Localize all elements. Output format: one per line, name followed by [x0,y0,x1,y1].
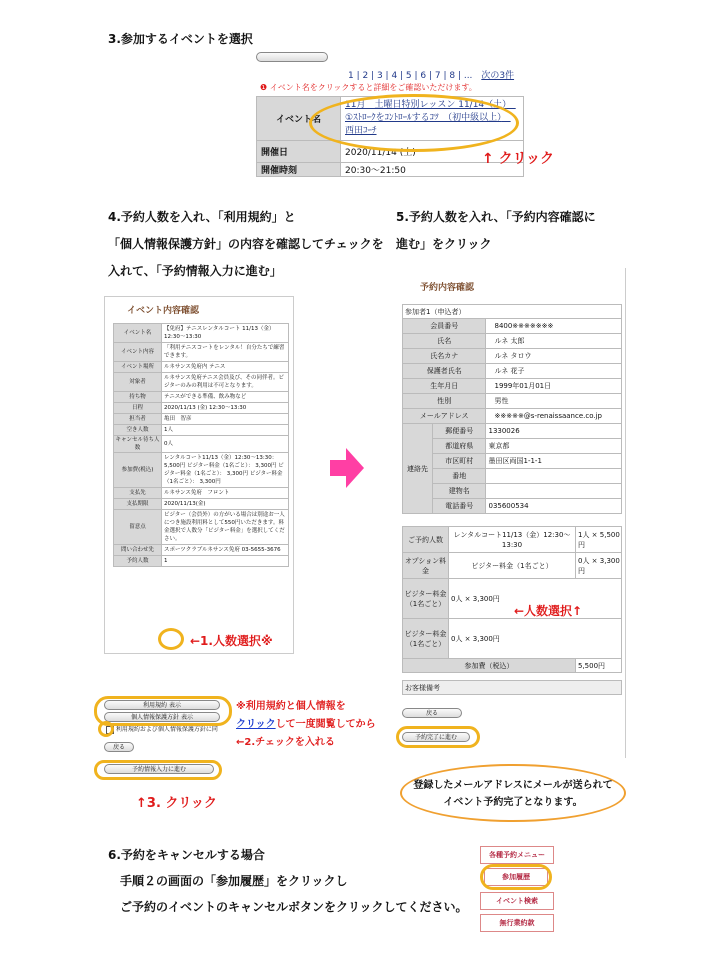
detail-label: 問い合わせ先 [114,545,162,556]
detail-row [114,488,289,499]
detail-label: 空き人数 [114,425,162,436]
option-item: ビジター料金（1名ごと） [449,553,576,579]
participant-value: 男性 [486,394,622,409]
address-row [403,439,622,454]
detail-label: 担当者 [114,414,162,425]
detail-label: 参加費(税込) [114,453,162,488]
notice-text: イベント名をクリックすると詳細をご確認いただけます。 [269,83,477,92]
terms-button[interactable]: 利用規約 表示 [104,700,220,710]
detail-label: 対象者 [114,373,162,392]
participant-row [403,379,622,394]
detail-row [114,403,289,414]
highlight-history [480,864,552,890]
flow-arrow-icon [330,448,364,492]
address-row [403,424,622,439]
participant-value: 8400※※※※※※※ [486,319,622,334]
booking-count: 1人 × 5,500円 [576,527,622,553]
address-field-label: 都道府県 [433,439,486,454]
participant-value: ルネ 太郎 [486,334,622,349]
step6-heading: 6.予約をキャンセルする場合 [108,848,265,862]
participant-label: 保護者氏名 [403,364,486,379]
terms-note-line2-rest: して一度閲覧してから [275,719,376,730]
address-field-label: 番地 [433,469,486,484]
detail-value: ルネサンス免府 フロント [162,488,289,499]
participant-label: 氏名 [403,334,486,349]
detail-value: 2020/11/13 (金) 12:30〜13:30 [162,403,289,414]
option-count: 0人 × 3,300円 [576,553,622,579]
detail-value: ルネサンス免府テニス会員及び、その同伴者。ビジターのみの利用は不可となります。 [162,373,289,392]
menu-terms[interactable]: 無行業約款 [480,914,554,932]
detail-value: 【免府】テニスレンタルコート 11/13（金）12:30〜13:30 [162,324,289,343]
detail-value: 0人 [162,436,289,453]
terms-note-line3: ←2.チェックを入れる [236,737,335,748]
address-field-label: 電話番号 [433,499,486,514]
fee-table [402,526,622,673]
select-callout-1: ←1.人数選択※ [190,634,273,648]
participant-row [403,319,622,334]
terms-note-line1: ※利用規約と個人情報を [236,701,346,712]
participant-row [403,334,622,349]
booking-item: レンタルコート11/13（金）12:30〜13:30 [449,527,576,553]
address-field-value: 墨田区両国1-1-1 [486,454,622,469]
detail-row [114,392,289,403]
step3-heading: 3.参加するイベントを選択 [108,32,253,46]
detail-label: 留意点 [114,510,162,545]
detail-value: レンタルコート11/13（金）12:30〜13:30：5,500円 ビジター料金（1名ごと）： 3,300円 ビジター料金（1名ごと）： 3,300円 ビジター料金（1名ごと）： 3,300円 [162,453,289,488]
highlight-complete [396,726,480,748]
detail-row [114,343,289,362]
proceed-button[interactable]: 予約情報入力に進む [104,764,214,774]
step5-heading-line2: 進む」をクリック [396,237,492,251]
confirm-title: 予約内容確認 [420,283,475,293]
detail-row [114,373,289,392]
participant-label: 性別 [403,394,486,409]
completion-bubble [400,764,626,822]
address-field-label: 郵便番号 [433,424,486,439]
detail-value: スポーツクラブルネサンス免府 03-5655-3676 [162,545,289,556]
address-field-value [486,469,622,484]
detail-row [114,453,289,488]
participant-table [402,304,622,514]
visitor-value-2[interactable]: 0人 × 3,300円 [449,619,622,659]
click-callout-3: ↑ クリック [482,151,555,167]
address-field-label: 建物名 [433,484,486,499]
detail-row [114,414,289,425]
participant-value: 1999年01月01日 [486,379,622,394]
address-field-value: 1330026 [486,424,622,439]
detail-label: 持ち物 [114,392,162,403]
event-time-label: 開催時刻 [257,163,341,177]
terms-note-line2 [236,716,376,734]
notice [260,82,477,93]
event-name-link[interactable]: 11月 土曜日特別レッスン 11/14（土） ①ｽﾄﾛｰｸをｺﾝﾄﾛｰﾙするｺﾂ （初中級以上） 西田ｺｰﾁ [341,97,524,141]
detail-label: 日程 [114,403,162,414]
detail-row [114,425,289,436]
highlight-event-name [309,94,519,152]
participant-row [403,364,622,379]
address-row [403,484,622,499]
highlight-proceed [94,760,222,780]
menu-event-search[interactable]: イベント検索 [480,892,554,910]
step6-line1: 手順２の画面の「参加履歴」をクリックし [120,874,348,888]
detail-label: イベント内容 [114,343,162,362]
next-link[interactable]: 次の3件 [481,71,515,81]
detail-row [114,436,289,453]
detail-label: イベント名 [114,324,162,343]
pagination[interactable] [348,68,514,81]
address-field-value: 035600534 [486,499,622,514]
participant-header: 参加者1（申込者） [403,305,622,319]
participant-label: 会員番号 [403,319,486,334]
bubble-line1: 登録したメールアドレスにメールが送られて [413,780,613,791]
highlight-terms-buttons [94,696,232,726]
detail-value: 「利用テニスコートをレンタル！自分たちで練習できます。 [162,343,289,362]
detail-row [114,362,289,373]
address-row [403,454,622,469]
participant-row [403,394,622,409]
detail-value: 亀田 智彦 [162,414,289,425]
event-detail-table [113,323,289,567]
back-button-5[interactable]: 戻る [402,708,462,718]
detail-row [114,324,289,343]
step4-heading-line3: 入れて、「予約情報入力に進む」 [108,264,282,278]
address-label: 連絡先 [403,424,433,514]
detail-label: 支払先 [114,488,162,499]
participant-label: メールアドレス [403,409,486,424]
step5-heading [396,204,596,258]
complete-button[interactable]: 予約完了に進む [402,732,470,742]
detail-value: ビジター（会員外）の方がいる場合は別途お一人につき施設利用料として550円いただきます。料金選択で人数分「ビジター料金」を選択してください。 [162,510,289,545]
terms-note-link: クリック [236,719,276,730]
event-date-value: 2020/11/14 (土) [341,141,524,163]
terms-note [236,698,376,752]
participant-row [403,349,622,364]
pagination-pages[interactable]: 1 | 2 | 3 | 4 | 5 | 6 | 7 | 8 | ... [348,71,473,81]
confirm-screenshot [398,268,626,758]
address-field-value [486,484,622,499]
participant-row [403,409,622,424]
address-row [403,499,622,514]
remarks-table [402,680,622,695]
partial-button[interactable] [256,52,328,62]
detail-label: イベント場所 [114,362,162,373]
detail-value: 2020/11/13(金) [162,499,289,510]
highlight-checkbox [98,721,114,737]
detail-label: 予約人数 [114,556,162,567]
menu-reservation[interactable]: 各種予約メニュー [480,846,554,864]
detail-label: キャンセル待ち人数 [115,437,160,451]
click-callout-3-step4: ↑3. クリック [136,796,217,811]
visitor-label-1: ビジター料金（1名ごと） [403,579,449,619]
option-label: オプション料金 [403,553,449,579]
detail-row [114,556,289,567]
detail-row [114,510,289,545]
event-detail-title: イベント内容確認 [127,306,200,316]
address-row [403,469,622,484]
agree-check-label: 利用規約および個人情報保護方針に同 [115,726,218,733]
step4-heading-line2: 「個人情報保護方針」の内容を確認してチェックを [108,237,384,251]
remarks-label: お客様備考 [403,681,622,695]
highlight-count-select [158,628,184,650]
info-icon: ❶ [260,83,268,92]
detail-value: テニスができる準備、飲み物など [162,392,289,403]
participant-value: ルネ タロウ [486,349,622,364]
back-button-4[interactable]: 戻る [104,742,134,752]
address-field-value: 東京都 [486,439,622,454]
select-callout-5: ←人数選択↑ [514,604,583,618]
visitor-value-1[interactable]: 0人 × 3,300円 [449,579,622,619]
privacy-button[interactable]: 個人情報保護方針 表示 [104,712,220,722]
event-time-value: 20:30〜21:50 [341,163,524,177]
detail-row [114,499,289,510]
step4-heading [108,204,384,285]
total-value: 5,500円 [576,659,622,673]
event-name-label: イベント名 [257,97,341,141]
count-select[interactable]: 1 [162,556,289,567]
participant-label: 氏名カナ [403,349,486,364]
total-label: 参加費（税込） [403,659,576,673]
menu-history[interactable]: 参加履歴 [484,868,548,886]
booking-label: ご予約人数 [403,527,449,553]
address-field-label: 市区町村 [433,454,486,469]
step5-heading-line1: 5.予約人数を入れ、「予約内容確認に [396,210,596,224]
detail-value: 1人 [162,425,289,436]
event-date-label: 開催日 [257,141,341,163]
detail-row [114,545,289,556]
bubble-line2: イベント予約完了となります。 [443,797,583,808]
detail-value: ルネサンス免府内 テニス [162,362,289,373]
visitor-label-2: ビジター料金（1名ごと） [403,619,449,659]
event-detail-screenshot [104,296,294,654]
step4-heading-line1: 4.予約人数を入れ、「利用規約」と [108,210,296,224]
step6-line2: ご予約のイベントのキャンセルボタンをクリックしてください。 [120,900,468,914]
participant-label: 生年月日 [403,379,486,394]
participant-value: ※※※※※@s-renaissaance.co.jp [486,409,622,424]
participant-value: ルネ 花子 [486,364,622,379]
detail-label: 支払期限 [114,499,162,510]
